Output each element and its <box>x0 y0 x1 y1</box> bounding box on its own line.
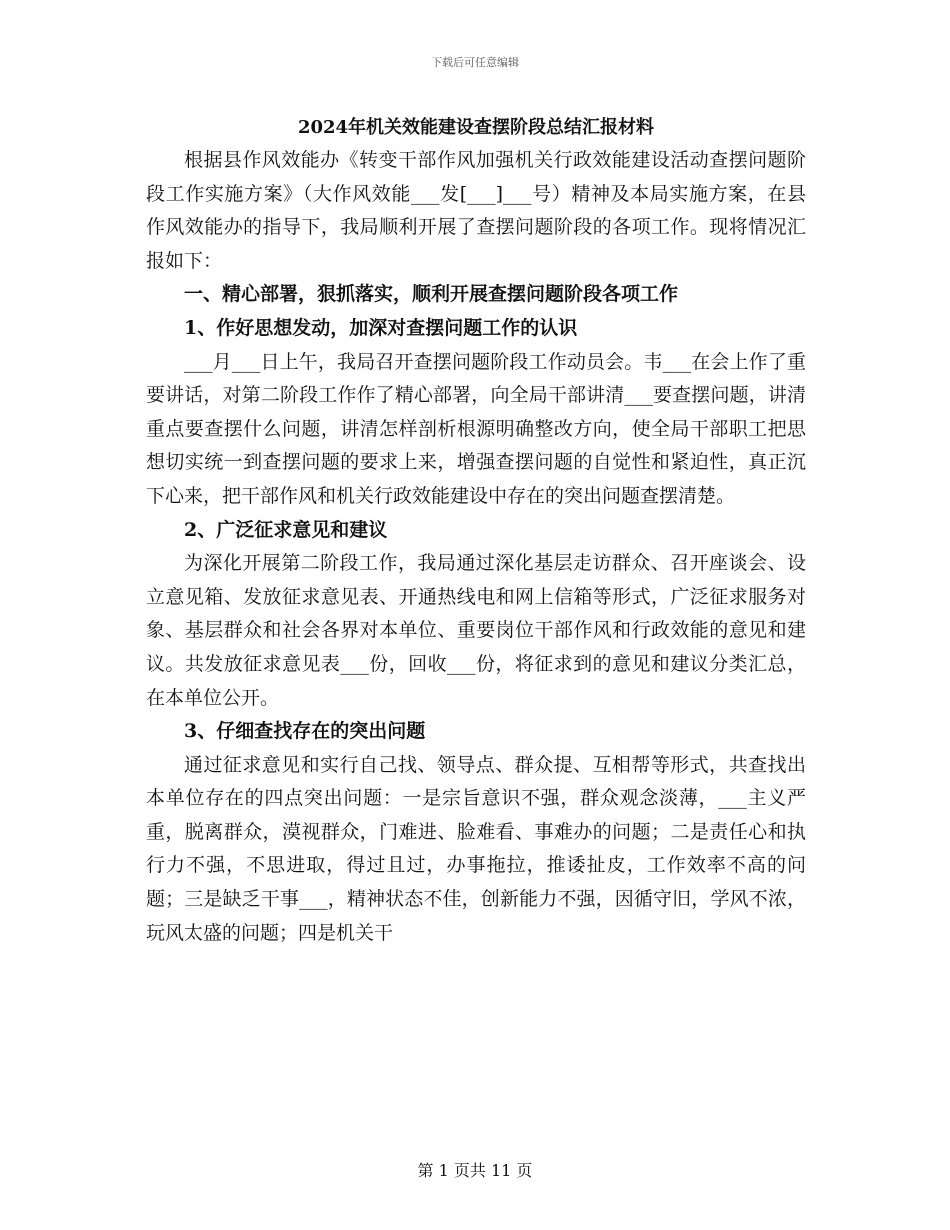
subsection-1-heading: 1、作好思想发动，加深对查摆问题工作的认识 <box>184 316 578 339</box>
intro-paragraph: 根据县作风效能办《转变干部作风加强机关行政效能建设活动查摆问题阶段工作实施方案》（大作风效能___发[___]___号）精神及本局实施方案，在县作风效能办的指导下，我局顺利开展了查摆问题阶段的各项工作。现将情况汇报如下： <box>146 149 806 272</box>
document-body <box>146 112 806 950</box>
subsection-3-heading: 3、仔细查找存在的突出问题 <box>184 720 426 743</box>
page-number: 第 1 页共 11 页 <box>417 1161 533 1180</box>
subsection-2-paragraph: 为深化开展第二阶段工作，我局通过深化基层走访群众、召开座谈会、设立意见箱、发放征求意见表、开通热线电和网上信箱等形式，广泛征求服务对象、基层群众和社会各界对本单位、重要岗位干部作风和行政效能的意见和建议。共发放征求意见表___份，回收___份，将征求到的意见和建议分类汇总，在本单位公开。 <box>146 552 806 709</box>
subsection-3-paragraph: 通过征求意见和实行自己找、领导点、群众提、互相帮等形式，共查找出本单位存在的四点突出问题：一是宗旨意识不强，群众观念淡薄，___主义严重，脱离群众，漠视群众，门难进、脸难看、事难办的问题；二是责任心和执行力不强，不思进取，得过且过，办事拖拉，推诿扯皮，工作效率不高的问题；三是缺乏干事___，精神状态不佳，创新能力不强，因循守旧，学风不浓，玩风太盛的问题；四是机关干 <box>146 753 806 944</box>
page-header-note: 下载后可任意编辑 <box>431 56 519 69</box>
subsection-1-paragraph: ___月___日上午，我局召开查摆问题阶段工作动员会。韦___在会上作了重要讲话，对第二阶段工作作了精心部署，向全局干部讲清___要查摆问题，讲清重点要查摆什么问题，讲清怎样剖析根源明确整改方向，使全局干部职工把思想切实统一到查摆问题的要求上来，增强查摆问题的自觉性和紧迫性，真正沉下心来，把干部作风和机关行政效能建设中存在的突出问题查摆清楚。 <box>146 350 806 507</box>
subsection-2-heading: 2、广泛征求意见和建议 <box>184 518 388 541</box>
document-title: 2024年机关效能建设查摆阶段总结汇报材料 <box>297 117 655 138</box>
section-1-heading: 一、精心部署，狠抓落实，顺利开展查摆问题阶段各项工作 <box>184 283 679 306</box>
